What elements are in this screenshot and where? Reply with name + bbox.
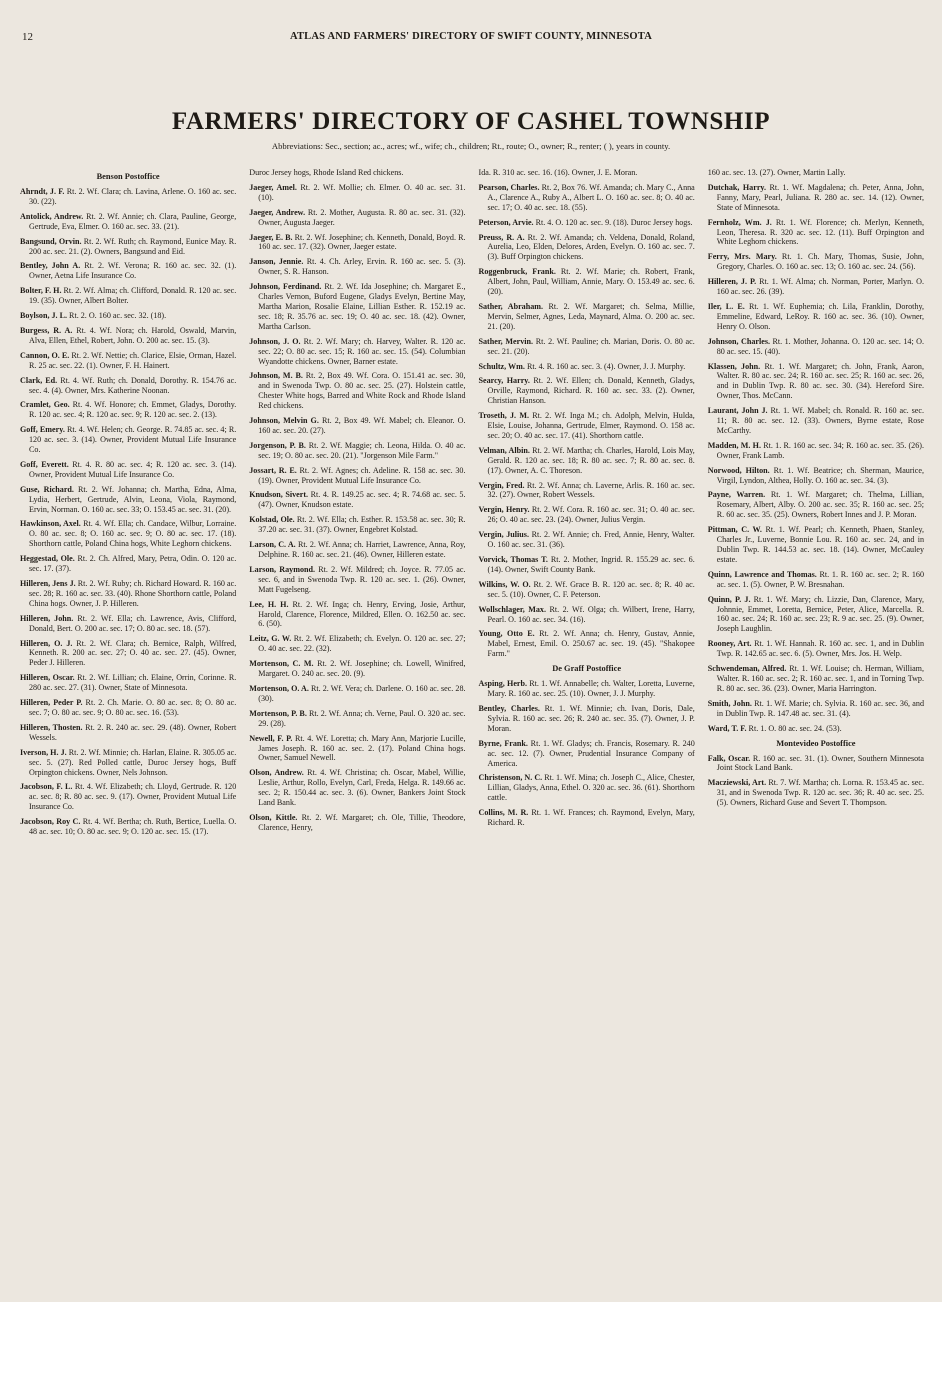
entry-name: Collins, M. R. bbox=[478, 808, 529, 818]
entry-name: Lee, H. H. bbox=[249, 599, 289, 609]
entry-name: Asping, Herb. bbox=[478, 679, 528, 689]
entry-name: Norwood, Hilton. bbox=[707, 465, 770, 475]
entry-details: Rt. 2. R. 240 ac. sec. 29. (48). Owner, Robert Wessels. bbox=[29, 722, 237, 742]
directory-entry bbox=[20, 187, 236, 207]
entry-name: Jacobson, F. L. bbox=[20, 782, 73, 792]
directory-entry bbox=[479, 481, 695, 501]
entry-details: Rt. 4. Wf. Loretta; ch. Mary Ann, Marjorie Lucille, James Joseph. R. 160 ac. sec. 2. (17). Poland China hogs. Owner, Samuel Newell. bbox=[258, 733, 466, 763]
entry-details: Rt. 2. Wf. Marie; ch. Robert, Frank, Albert, John, Paul, William, Annie, Mary. O. 153.49 ac. sec. 6. (20). bbox=[487, 267, 695, 297]
entry-details: Rt. 2. Wf. Ruth; ch. Raymond, Eunice May. R. 200 ac. sec. 21. (2). Owners, Bangsund and Eid. bbox=[29, 236, 237, 256]
entry-name: Jacobson, Roy C. bbox=[20, 817, 81, 827]
directory-entry bbox=[20, 519, 236, 549]
entry-details: Rt. 2. Wf. Ida Josephine; ch. Margaret E., Charles Vernon, Buford Eugene, Gladys Evelyn, Bertine May, Martha Marion, Rosalie Elaine, Lillian Esther. R. 152.19 ac. sec. 18; R. 35.76 ac. sec. 19; O. 40 ac. sec. 18. (42). Owner, Martha Carlson. bbox=[258, 282, 466, 331]
directory-entry bbox=[708, 490, 924, 520]
directory-entry bbox=[20, 614, 236, 634]
entry-details: Rt. 1. O. 80 ac. sec. 24. (53). bbox=[748, 723, 842, 733]
entry-name: Vergin, Henry. bbox=[478, 505, 530, 515]
entry-name: Johnson, Melvin G. bbox=[249, 416, 319, 426]
entry-name: Velman, Albin. bbox=[478, 445, 530, 455]
entry-name: Goff, Everett. bbox=[20, 459, 69, 469]
entry-name: Johnson, J. O. bbox=[249, 336, 301, 346]
entry-details: Rt. 1. Mother, Johanna. O. 120 ac. sec. 14; O. 80 ac. sec. 15. (40). bbox=[716, 336, 924, 356]
entry-name: Bolter, F. H. bbox=[20, 286, 62, 296]
entry-name: Olson, Andrew. bbox=[249, 768, 304, 778]
entry-name: Cramlet, Geo. bbox=[20, 400, 70, 410]
entry-details: Rt. 4. Wf. Helen; ch. George. R. 74.85 ac. sec. 4; R. 120 ac. sec. 3. (14). Owner, Provident Mutual Life Insurance Co. bbox=[29, 425, 237, 455]
entry-details: Rt. 2. Mother, Augusta. R. 80 ac. sec. 31. (32). Owner, Augusta Jaeger. bbox=[258, 207, 466, 227]
entry-name: Smith, John. bbox=[707, 698, 752, 708]
directory-entry bbox=[479, 555, 695, 575]
directory-entry bbox=[708, 441, 924, 461]
entry-name: Hilleren, Jens J. bbox=[20, 579, 76, 588]
entry-details: Rt. 2. Wf. Elizabeth; ch. Evelyn. O. 120 ac. sec. 27; O. 40 ac. sec. 22. (32). bbox=[258, 634, 466, 654]
entry-name: Byrne, Frank. bbox=[478, 738, 528, 748]
entry-name: Roggenbruck, Frank. bbox=[478, 267, 556, 277]
directory-entry bbox=[708, 406, 924, 436]
entry-details: Rt. 2, Box 76. Wf. Amanda; ch. Mary C., Anna A., Clarence A., Ruby A., Albert L. O. 160 ac. sec. 8; O. 40 ac. sec. 17; O. 40 ac. sec. 18. (55). bbox=[487, 182, 695, 212]
entry-details: Rt. 1. Wf. Mina; ch. Joseph C., Alice, Chester, Lillian, Gladys, Anna, Ethel. O. 320 ac. sec. 36. (61). Shorthorn cattle. bbox=[487, 773, 695, 803]
directory-entry bbox=[249, 441, 465, 461]
directory-entry bbox=[249, 416, 465, 436]
directory-entry bbox=[708, 252, 924, 272]
entry-details: Rt. 1. Wf. Margaret; ch. John, Frank, Aaron, Walter. R. 80 ac. sec. 24; R. 160 ac. sec. 25; R. 160 ac. sec. 26, and in Dublin Twp. R. 80 ac. sec. 30. (34). Hereford Sire. Owner, Thos. McCann. bbox=[716, 361, 924, 401]
entry-name: Boylson, J. L. bbox=[20, 311, 68, 321]
entry-details: Rt. 1. Wf. Minnie; ch. Ivan, Doris, Dale, Sylvia. R. 160 ac. sec. 26; R. 240 ac. sec. 35. (7). Owner, J. P. Moran. bbox=[487, 703, 695, 733]
entry-details: Rt. 2. Ch. Alfred, Mary, Petra, Odin. O. 120 ac. sec. 17. (37). bbox=[29, 554, 237, 574]
entry-details: Rt. 2. Wf. Ruby; ch. Richard Howard. R. 160 ac. sec. 28; R. 160 ac. sec. 33. (40). Rhone Shorthorn cattle, Poland China hogs. Owner, J. P. Hilleren. bbox=[29, 579, 237, 608]
directory-entry bbox=[708, 277, 924, 297]
entry-name: Mortenson, P. B. bbox=[249, 708, 307, 718]
entry-details: Rt. 4. R. 149.25 ac. sec. 4; R. 74.68 ac. sec. 5. (47). Owner, Knudson estate. bbox=[258, 490, 466, 510]
entry-details: Rt. 1. Wf. Margaret; ch. Thelma, Lillian, Rosemary, Albert, Alby. O. 200 ac. sec. 35; R. 160 ac. sec. 25; R. 60 ac. sec. 35. (25). Owners, Robert Innes and J. P. Moran. bbox=[716, 490, 924, 520]
directory-entry bbox=[249, 565, 465, 595]
entry-name: Troseth, J. M. bbox=[478, 411, 529, 421]
directory-entry bbox=[20, 326, 236, 346]
entry-details: Rt. 1. Wf. Annabelle; ch. Walter, Loretta, Luverne, Mary. R. 160 ac. sec. 25. (10). Owner, J. J. Murphy. bbox=[487, 679, 695, 699]
entry-name: Guse, Richard. bbox=[20, 484, 74, 494]
entry-name: Peterson, Arvie. bbox=[478, 217, 534, 227]
entry-details: Rt. 1. Wf. Hannah. R. 160 ac. sec. 1, and in Dublin Twp. R. 142.65 ac. sec. 6. (5). Owner, Mrs. Jos. H. Welp. bbox=[716, 639, 924, 659]
entry-details: Rt. 1. Wf. Mabel; ch. Ronald. R. 160 ac. sec. 11; R. 80 ac. sec. 12. (33). Owners, Byrne estate, Rose McCarthy. bbox=[716, 406, 924, 435]
directory-entry bbox=[249, 734, 465, 764]
directory-entry bbox=[479, 808, 695, 828]
entry-name: Schultz, Wm. bbox=[478, 361, 525, 371]
entry-details: Rt. 1. Wf. Louise; ch. Herman, William, Walter. R. 160 ac. sec. 2; R. 160 ac. sec. 1, and in Torning Twp. R. 80 ac. sec. 36. (23). Owner, Maria Harrington. bbox=[716, 664, 924, 693]
entry-name: Sather, Mervin. bbox=[478, 336, 534, 346]
directory-entry bbox=[20, 554, 236, 574]
entry-name: Jorgenson, P. B. bbox=[249, 440, 306, 450]
entry-name: Hilleren, Peder P. bbox=[20, 698, 83, 708]
entry-details: Rt. 2. Wf. Annie; ch. Fred, Annie, Henry, Walter. O. 160 ac. sec. 31. (36). bbox=[487, 530, 695, 550]
entry-details: Rt. 1. Wf. Magdalena; ch. Peter, Anna, John, Fanny, Mary, Pearl, Juliana. R. 280 ac. sec. 14. (12). Owner, State of Minnesota. bbox=[716, 182, 924, 212]
directory-entry bbox=[20, 639, 236, 669]
directory-entry bbox=[708, 168, 924, 178]
entry-details: Rt. 1. Wf. Marie; ch. Sylvia. R. 160 ac. sec. 36, and in Dublin Twp. R. 147.48 ac. sec. 31. (4). bbox=[716, 698, 924, 718]
directory-entry bbox=[20, 400, 236, 420]
directory-entry bbox=[249, 709, 465, 729]
entry-name: Kolstad, Ole. bbox=[249, 515, 295, 525]
entry-details: Rt. 2. Wf. Josephine; ch. Kenneth, Donald, Boyd. R. 160 ac. sec. 17. (32). Owner, Jaeger estate. bbox=[258, 232, 466, 252]
directory-entry bbox=[479, 411, 695, 441]
entry-name: Johnson, Charles. bbox=[707, 336, 771, 346]
directory-entry bbox=[249, 659, 465, 679]
entry-details: 160 ac. sec. 13. (27). Owner, Martin Lally. bbox=[707, 168, 846, 177]
directory-entry bbox=[249, 282, 465, 332]
entry-details: Rt. 2. Wf. Inga M.; ch. Adolph, Melvin, Hulda, Elsie, Louise, Johanna, Gertrude, Elmer, Raymond. O. 158 ac. sec. 20; O. 40 ac. sec. 17. (41). Shorthorn cattle. bbox=[487, 411, 695, 440]
directory-entry bbox=[708, 525, 924, 565]
directory-entry bbox=[20, 673, 236, 693]
entry-details: Rt. 2. Wf. Lillian; ch. Elaine, Orrin, Corinne. R. 280 ac. sec. 27. (31). Owner, State of Minnesota. bbox=[29, 673, 237, 693]
entry-details: Rt. 2. Wf. Mollie; ch. Elmer. O. 40 ac. sec. 31. (10). bbox=[258, 182, 466, 202]
entry-details: Rt. 1. Wf. Pearl; ch. Kenneth, Phaen, Stanley, Charles Jr., Luverne, Bonnie Lou. R. 160 ac. sec. 24, and in Dublin Twp. R. 144.53 ac. sec. 18. (14). Owner, McCauley estate. bbox=[716, 525, 924, 564]
directory-entry bbox=[708, 778, 924, 808]
entry-name: Newell, F. P. bbox=[249, 733, 293, 743]
entry-details: Rt. 4. Wf. Honore; ch. Emmet, Gladys, Dorothy. R. 120 ac. sec. 4; R. 120 ac. sec. 9; R. 120 ac. sec. 2. (13). bbox=[29, 400, 237, 420]
directory-entry bbox=[708, 595, 924, 635]
directory-entry bbox=[479, 302, 695, 332]
entry-name: Mortenson, O. A. bbox=[249, 683, 309, 693]
entry-details: Rt. 1. Wf. Alma; ch. Norman, Porter, Marlyn. O. 160 ac. sec. 26. (39). bbox=[716, 277, 924, 297]
entry-details: Rt. 4. Wf. Ruth; ch. Donald, Dorothy. R. 154.76 ac. sec. 4. (4). Owner, Mrs. Katherine Noonan. bbox=[29, 375, 237, 395]
entry-details: Rt. 2. Wf. Maggie; ch. Leona, Hilda. O. 40 ac. sec. 19; O. 80 ac. sec. 20. (21). "Jorgenson Mile Farm." bbox=[258, 440, 466, 460]
entry-details: Rt. 2. Wf. Verona; R. 160 ac. sec. 32. (1). Owner, Aetna Life Insurance Co. bbox=[29, 261, 237, 281]
entry-details: Rt. 2. Wf. Ella; ch. Lawrence, Avis, Clifford, Donald, Bert. O. 200 ac. sec. 17; O. 80 ac. sec. 18. (57). bbox=[29, 613, 237, 633]
entry-name: Ferry, Mrs. Mary. bbox=[707, 252, 777, 262]
entry-details: Rt. 2. Wf. Pauline; ch. Marian, Doris. O. 80 ac. sec. 21. (20). bbox=[487, 336, 695, 356]
directory-entry bbox=[249, 168, 465, 178]
directory-entry bbox=[249, 684, 465, 704]
entry-name: Ward, T. F. bbox=[707, 723, 747, 733]
entry-name: Schwendeman, Alfred. bbox=[707, 664, 787, 674]
entry-details: Rt. 2. Wf. Minnie; ch. Harlan, Elaine. R. 305.05 ac. sec. 5. (27). Red Polled cattle, Duroc Jersey hogs, Buff Orpington chickens. Owner, Nels Johnson. bbox=[29, 747, 237, 777]
entry-name: Quinn, P. J. bbox=[707, 594, 751, 604]
entry-details: R. 160 ac. sec. 31. (1). Owner, Southern Minnesota Joint Stock Land Bank. bbox=[716, 753, 924, 773]
entry-details: Rt. 2. Wf. Martha; ch. Charles, Harold, Lois May, Gerald. R. 120 ac. sec. 18; R. 80 ac. sec. 7; R. 80 ac. sec. 8. (17). Owner, A. C. Thoreson. bbox=[487, 445, 695, 475]
directory-entry bbox=[479, 773, 695, 803]
entry-details: Rt. 2. Wf. Josephine; ch. Lowell, Winifred, Margaret. O. 240 ac. sec. 20. (9). bbox=[258, 659, 466, 679]
directory-entry bbox=[249, 466, 465, 486]
entry-details: Rt. 2. Wf. Johanna; ch. Martha, Edna, Alma, Lydia, Herbert, Gertrude, Alvin, Leona, Viola, Raymond, Ervin, Norman. O. 160 ac. sec. 33; O. 153.45 ac. sec. 31. (20). bbox=[29, 484, 237, 514]
entry-details: Rt. 2. Wf. Olga; ch. Wilbert, Irene, Harry, Pearl. O. 160 ac. sec. 34. (16). bbox=[487, 604, 695, 624]
entry-name: Jaeger, Amel. bbox=[249, 182, 297, 192]
entry-name: Sather, Abraham. bbox=[478, 301, 544, 311]
page-number: 12 bbox=[22, 31, 33, 43]
directory-entry bbox=[479, 183, 695, 213]
entry-name: Burgess, R. A. bbox=[20, 325, 73, 335]
entry-name: Laurant, John J. bbox=[707, 406, 768, 416]
entry-details: Rt. 2. Wf. Ella; ch. Esther. R. 153.58 ac. sec. 30; R. 37.20 ac. sec. 31. (37). Owner, Engebret Kolstad. bbox=[258, 515, 466, 535]
entry-name: Leitz, G. W. bbox=[249, 634, 292, 644]
directory-entry bbox=[708, 570, 924, 590]
directory-entry bbox=[20, 485, 236, 515]
entry-details: Rt. 1. R. 160 ac. sec. 34; R. 160 ac. sec. 35. (26). Owner, Frank Lamb. bbox=[716, 440, 924, 460]
entry-name: Pearson, Charles. bbox=[478, 182, 540, 192]
entry-details: Rt. 1. Wf. Mary; ch. Lizzie, Dan, Clarence, Mary, Johnnie, Emmet, Loretta, Bernice, Peter, Alice, Marcella. R. 160 ac. sec. 24; R. 160 ac. sec. 23; R. 9 ac. sec. 25. (9). Owner, Joseph Laughlin. bbox=[716, 594, 924, 634]
entry-details: Rt. 2. Wf. Clara; ch. Bernice, Ralph, Wilfred, Kenneth. R. 200 ac. sec. 27; O. 40 ac. sec. 27. (45). Owner, Peder J. Hilleren. bbox=[29, 638, 237, 668]
directory-entry bbox=[249, 634, 465, 654]
directory-entry bbox=[479, 218, 695, 228]
entry-name: Olson, Kittle. bbox=[249, 812, 298, 822]
running-title: ATLAS AND FARMERS' DIRECTORY OF SWIFT COUNTY, MINNESOTA bbox=[289, 31, 653, 42]
directory-entry bbox=[249, 257, 465, 277]
entry-name: Vorvick, Thomas T. bbox=[478, 555, 548, 564]
entry-name: Macziewski, Art. bbox=[707, 778, 767, 788]
entry-name: Heggestad, Ole. bbox=[20, 554, 75, 564]
directory-entry bbox=[20, 425, 236, 455]
directory-entry bbox=[708, 466, 924, 486]
directory-entry bbox=[708, 183, 924, 213]
entry-name: Jaeger, E. B. bbox=[249, 232, 293, 242]
column-2 bbox=[249, 168, 465, 1288]
entry-details: Rt. 2. Wf. Alma; ch. Clifford, Donald. R. 120 ac. sec. 19. (35). Owner, Albert Bolter. bbox=[29, 286, 237, 306]
abbreviations-note: Abbreviations: Sec., section; ac., acres; wf., wife; ch., children; Rt., route; O., owner; R., renter; ( ), years in county. bbox=[271, 141, 671, 151]
entry-details: Rt. 4. Wf. Ella; ch. Candace, Wilbur, Lorraine. O. 80 ac. sec. 8; O. 160 ac. sec. 9; O. 80 ac. sec. 17. (18). Shorthorn cattle, Poland China hogs, White Leghorn chickens. bbox=[29, 519, 237, 549]
entry-name: Young, Otto E. bbox=[478, 629, 535, 639]
directory-entry bbox=[479, 267, 695, 297]
entry-name: Searcy, Harry. bbox=[478, 376, 530, 386]
entry-details: Duroc Jersey hogs, Rhode Island Red chickens. bbox=[249, 168, 404, 177]
entry-name: Goff, Emery. bbox=[20, 425, 65, 435]
directory-entry bbox=[20, 723, 236, 743]
entry-details: Rt. 2. Wf. Cora. R. 160 ac. sec. 31; O. 40 ac. sec. 26; O. 40 ac. sec. 23. (24). Owner, Julius Vergin. bbox=[487, 505, 695, 525]
entry-details: Rt. 1. Wf. Gladys; ch. Francis, Rosemary. R. 240 ac. sec. 12. (7). Owner, Prudential Insurance Company of America. bbox=[487, 738, 695, 768]
entry-name: Vergin, Julius. bbox=[478, 530, 529, 540]
directory-entry bbox=[479, 168, 695, 178]
entry-details: Rt. 2. Wf. Nettie; ch. Clarice, Elsie, Orman, Hazel. R. 25 ac. sec. 22. (1). Owner, F. H. Hainert. bbox=[29, 350, 237, 370]
entry-name: Hilleren, John. bbox=[20, 613, 74, 623]
entry-name: Madden, M. H. bbox=[707, 440, 762, 450]
entry-details: Ida. R. 310 ac. sec. 16. (16). Owner, J. E. Moran. bbox=[478, 168, 638, 177]
entry-name: Clark, Ed. bbox=[20, 375, 58, 385]
directory-entry bbox=[479, 337, 695, 357]
directory-entry bbox=[249, 183, 465, 203]
directory-entry bbox=[708, 664, 924, 694]
directory-entry bbox=[708, 362, 924, 402]
directory-entry bbox=[708, 699, 924, 719]
page-title: FARMERS' DIRECTORY OF CASHEL TOWNSHIP bbox=[171, 108, 771, 135]
entry-details: Rt. 4. Wf. Nora; ch. Harold, Oswald, Marvin, Alva, Ellen, Ethel, Robert, John. O. 200 ac. sec. 15. (3). bbox=[29, 325, 237, 345]
entry-name: Jaeger, Andrew. bbox=[249, 207, 306, 217]
directory-columns bbox=[20, 168, 924, 1288]
entry-details: Rt. 4. Wf. Elizabeth; ch. Lloyd, Gertrude. R. 120 ac. sec. 8; R. 80 ac. sec. 9. (17). Owner, Provident Mutual Life Insurance Co. bbox=[29, 782, 237, 812]
directory-entry bbox=[249, 540, 465, 560]
entry-details: Rt. 2. Wf. Anna; ch. Harriet, Lawrence, Anna, Roy, Delphine. R. 160 ac. sec. 21. (46). Owner, Hilleren estate. bbox=[258, 540, 466, 559]
entry-details: Rt. 2. Wf. Annie; ch. Clara, Pauline, George, Gertrude, Eva, Elmer. O. 160 ac. sec. 33. (21). bbox=[29, 211, 237, 231]
directory-entry bbox=[479, 362, 695, 372]
directory-entry bbox=[249, 813, 465, 833]
entry-name: Hawkinson, Axel. bbox=[20, 519, 81, 529]
entry-details: Rt. 4. Wf. Bertha; ch. Ruth, Bertice, Luella. O. 48 ac. sec. 10; O. 80 ac. sec. 9; O. 120 ac. sec. 15. (17). bbox=[29, 817, 237, 837]
entry-details: Rt. 2. Wf. Inga; ch. Henry, Erving, Josie, Arthur, Harold, Clarence, Florence, Mildred, Ellen. O. 162.50 ac. sec. 6. (50). bbox=[258, 599, 466, 629]
entry-name: Falk, Oscar. bbox=[707, 753, 751, 763]
entry-name: Fernholz, Wm. J. bbox=[707, 217, 772, 227]
entry-details: Rt. 2. Wf. Ellen; ch. Donald, Kenneth, Gladys, Orville, Raymond, Richard. R. 160 ac. sec. 33. (2). Owner, Christian Hanson. bbox=[487, 376, 695, 406]
entry-name: Dutchak, Harry. bbox=[707, 182, 767, 192]
directory-entry bbox=[479, 605, 695, 625]
directory-entry bbox=[20, 579, 236, 609]
entry-name: Johnson, M. B. bbox=[249, 371, 303, 381]
directory-entry bbox=[479, 739, 695, 769]
entry-name: Hilleren, Thosten. bbox=[20, 722, 83, 732]
directory-entry bbox=[249, 600, 465, 630]
directory-entry bbox=[20, 748, 236, 778]
directory-entry bbox=[249, 233, 465, 253]
entry-name: Wilkins, W. O. bbox=[478, 579, 531, 589]
entry-details: Rt. 4. O. 120 ac. sec. 9. (18). Duroc Jersey hogs. bbox=[535, 217, 693, 227]
entry-name: Larson, C. A. bbox=[249, 540, 296, 550]
directory-entry bbox=[479, 446, 695, 476]
entry-details: Rt. 2. Wf. Anna; ch. Verne, Paul. O. 320 ac. sec. 29. (28). bbox=[258, 708, 466, 728]
entry-name: Payne, Warren. bbox=[707, 490, 766, 500]
entry-name: Christenson, N. C. bbox=[478, 773, 543, 783]
directory-entry bbox=[708, 337, 924, 357]
directory-entry bbox=[479, 629, 695, 659]
entry-details: Rt. 1. Ch. Mary, Thomas, Susie, John, Gregory, Charles. O. 160 ac. sec. 13; O. 160 ac. sec. 24. (56). bbox=[716, 252, 924, 272]
column-4 bbox=[708, 168, 924, 1288]
entry-name: Quinn, Lawrence and Thomas. bbox=[707, 569, 817, 579]
directory-entry bbox=[479, 233, 695, 263]
directory-entry bbox=[20, 351, 236, 371]
entry-details: Rt. 2. O. 160 ac. sec. 32. (18). bbox=[69, 311, 167, 321]
entry-name: Johnson, Ferdinand. bbox=[249, 282, 322, 292]
directory-entry bbox=[708, 724, 924, 734]
entry-details: Rt. 2. Wf. Mary; ch. Harvey, Walter. R. 120 ac. sec. 22; O. 80 ac. sec. 15; R. 160 ac. sec. 15. (54). Columbian Wyandotte chickens. Owner, Barner estate. bbox=[258, 336, 466, 366]
entry-details: Rt. 2. Ch. Marie. O. 80 ac. sec. 8; O. 80 ac. sec. 7; O. 80 ac. sec. 9; O. 80 ac. sec. 16. (53). bbox=[29, 698, 237, 717]
directory-entry bbox=[479, 679, 695, 699]
postoffice-heading: De Graff Postoffice bbox=[552, 664, 622, 674]
entry-details: Rt. 4. R. 80 ac. sec. 4; R. 120 ac. sec. 3. (14). Owner, Provident Mutual Life Insurance Co. bbox=[29, 459, 237, 479]
entry-details: Rt. 1. Wf. Florence; ch. Merlyn, Kenneth, Leon, Theresa. R. 320 ac. sec. 12. (11). Buff Orpington and White Leghorn chickens. bbox=[716, 217, 924, 247]
directory-entry bbox=[20, 376, 236, 396]
directory-entry bbox=[708, 754, 924, 774]
directory-entry bbox=[708, 218, 924, 248]
entry-name: Janson, Jennie. bbox=[249, 257, 304, 267]
entry-details: Rt. 2. Wf. Mildred; ch. Joyce. R. 77.05 ac. sec. 6, and in Swenoda Twp. R. 120 ac. sec. 1. (26). Owner, Matt Fugelseng. bbox=[258, 564, 466, 594]
entry-details: Rt. 2, Box 49. Wf. Mabel; ch. Eleanor. O. 160 ac. sec. 20. (27). bbox=[258, 416, 466, 435]
directory-entry bbox=[20, 212, 236, 232]
entry-name: Hilleren, O. J. bbox=[20, 638, 73, 648]
entry-details: Rt. 1. Wf. Frances; ch. Raymond, Evelyn, Mary, Richard. R. bbox=[487, 808, 695, 828]
entry-name: Pittman, C. W. bbox=[707, 525, 762, 535]
directory-entry bbox=[479, 505, 695, 525]
directory-entry bbox=[20, 261, 236, 281]
entry-name: Jossart, R. E. bbox=[249, 465, 297, 475]
entry-name: Hilleren, Oscar. bbox=[20, 673, 75, 683]
directory-entry bbox=[708, 639, 924, 659]
entry-name: Bentley, Charles. bbox=[478, 703, 540, 713]
entry-details: Rt. 4. Ch. Arley, Ervin. R. 160 ac. sec. 5. (3). Owner, S. R. Hanson. bbox=[258, 257, 466, 277]
entry-details: Rt. 1. R. 160 ac. sec. 2; R. 160 ac. sec. 1. (5). Owner, P. W. Bresnahan. bbox=[716, 569, 924, 589]
entry-details: Rt. 2. Wf. Amanda; ch. Veldena, Donald, Roland, Aurelia, Leo, Elden, Delores, Arden, Evelyn. O. 160 ac. sec. 7. (3). Buff Orpington chickens. bbox=[487, 232, 695, 262]
entry-details: Rt. 4. Wf. Christina; ch. Oscar, Mabel, Willie, Leslie, Arthur, Rollo, Evelyn, Carl, Freda, Helga. R. 149.66 ac. sec. 2; R. 150.44 ac. sec. 3. (6). Owner, Bankers Joint Stock Land Bank. bbox=[258, 768, 466, 808]
directory-entry bbox=[249, 337, 465, 367]
directory-entry bbox=[479, 580, 695, 600]
entry-name: Bangsund, Orvin. bbox=[20, 236, 82, 246]
entry-name: Iler, L. E. bbox=[707, 301, 745, 311]
entry-name: Ahrndt, J. F. bbox=[20, 187, 65, 196]
entry-details: Rt. 1. Wf. Euphemia; ch. Lila, Franklin, Dorothy, Emmeline, Edward, LeRoy. R. 160 ac. sec. 36. (10). Owner, Henry O. Olson. bbox=[716, 301, 924, 331]
entry-details: Rt. 2. Wf. Agnes; ch. Adeline. R. 158 ac. sec. 30. (19). Owner, Provident Mutual Life Insurance Co. bbox=[258, 465, 466, 485]
column-1 bbox=[20, 168, 236, 1288]
entry-details: Rt. 1. Wf. Beatrice; ch. Sherman, Maurice, Virgil, Lyndon, Althea, Holly. O. 160 ac. sec. 34. (3). bbox=[716, 465, 924, 485]
directory-entry bbox=[708, 302, 924, 332]
entry-details: Rt. 2. Wf. Margaret; ch. Selma, Millie, Mervin, Selmer, Agnes, Leda, Maynard, Alma. O. 200 ac. sec. 21. (20). bbox=[487, 301, 695, 331]
postoffice-heading: Montevideo Postoffice bbox=[776, 738, 856, 748]
entry-name: Larson, Raymond. bbox=[249, 564, 316, 574]
entry-name: Knudson, Sivert. bbox=[249, 490, 309, 500]
entry-details: Rt. 2. Wf. Clara; ch. Lavina, Arlene. O. 160 ac. sec. 30. (22). bbox=[29, 187, 237, 206]
entry-name: Mortenson, C. M. bbox=[249, 659, 314, 669]
directory-entry bbox=[20, 460, 236, 480]
entry-name: Rooney, Art. bbox=[707, 639, 752, 649]
directory-entry bbox=[479, 704, 695, 734]
directory-entry bbox=[20, 817, 236, 837]
directory-entry bbox=[249, 371, 465, 411]
directory-entry bbox=[20, 286, 236, 306]
bottom-margin bbox=[0, 1302, 942, 1390]
entry-details: Rt. 2. Wf. Anna; ch. Henry, Gustav, Annie, Mabel, Ernest, Emil. O. 250.67 ac. sec. 19. (45). "Shakopee Farm." bbox=[487, 629, 695, 659]
entry-name: Preuss, R. A. bbox=[478, 232, 525, 242]
entry-name: Klassen, John. bbox=[707, 361, 761, 371]
entry-details: Rt. 2. Wf. Anna; ch. Laverne, Arlis. R. 160 ac. sec. 32. (27). Owner, Robert Wessels. bbox=[487, 480, 695, 500]
directory-entry bbox=[479, 530, 695, 550]
directory-entry bbox=[20, 698, 236, 718]
entry-name: Antolick, Andrew. bbox=[20, 211, 84, 221]
page-header bbox=[22, 31, 920, 47]
entry-details: Rt. 2. Wf. Vera; ch. Darlene. O. 160 ac. sec. 28. (30). bbox=[258, 683, 466, 703]
directory-entry bbox=[20, 782, 236, 812]
directory-entry bbox=[20, 311, 236, 321]
directory-entry bbox=[479, 376, 695, 406]
directory-entry bbox=[249, 768, 465, 808]
directory-entry bbox=[20, 237, 236, 257]
directory-entry bbox=[249, 490, 465, 510]
entry-details: Rt. 4. R. 160 ac. sec. 3. (4). Owner, J. J. Murphy. bbox=[526, 361, 686, 371]
column-3 bbox=[479, 168, 695, 1288]
directory-entry bbox=[249, 208, 465, 228]
entry-details: Rt. 2. Wf. Grace B. R. 120 ac. sec. 8; R. 40 ac. sec. 5. (10). Owner, C. F. Peterson. bbox=[487, 579, 695, 599]
entry-name: Cannon, O. E. bbox=[20, 350, 70, 360]
postoffice-heading: Benson Postoffice bbox=[96, 172, 160, 181]
entry-name: Bentley, John A. bbox=[20, 261, 81, 271]
directory-entry bbox=[249, 515, 465, 535]
entry-details: Rt. 2, Box 49. Wf. Cora. O. 151.41 ac. sec. 30, and in Swenoda Twp. O. 80 ac. sec. 25. (27). Holstein cattle, Chester White hogs, Barred and White Rock and Rhode Island Red chickens. bbox=[258, 371, 466, 411]
entry-name: Iverson, H. J. bbox=[20, 747, 67, 757]
entry-name: Wollschlager, Max. bbox=[478, 604, 546, 614]
entry-name: Vergin, Fred. bbox=[478, 480, 525, 490]
entry-name: Hilleren, J. P. bbox=[707, 277, 757, 287]
entry-details: Rt. 2. Mother, Ingrid. R. 155.29 ac. sec. 6. (14). Owner, Swift County Bank. bbox=[487, 555, 695, 574]
entry-details: Rt. 2. Wf. Margaret; ch. Ole, Tillie, Theodore, Clarence, Henry, bbox=[258, 812, 466, 832]
entry-details: Rt. 7. Wf. Martha; ch. Lorna. R. 153.45 ac. sec. 31, and in Swenoda Twp. R. 120 ac. sec. 36; R. 40 ac. sec. 25. (5). Owners, Richard Guse and Severt T. Thompson. bbox=[716, 778, 924, 808]
